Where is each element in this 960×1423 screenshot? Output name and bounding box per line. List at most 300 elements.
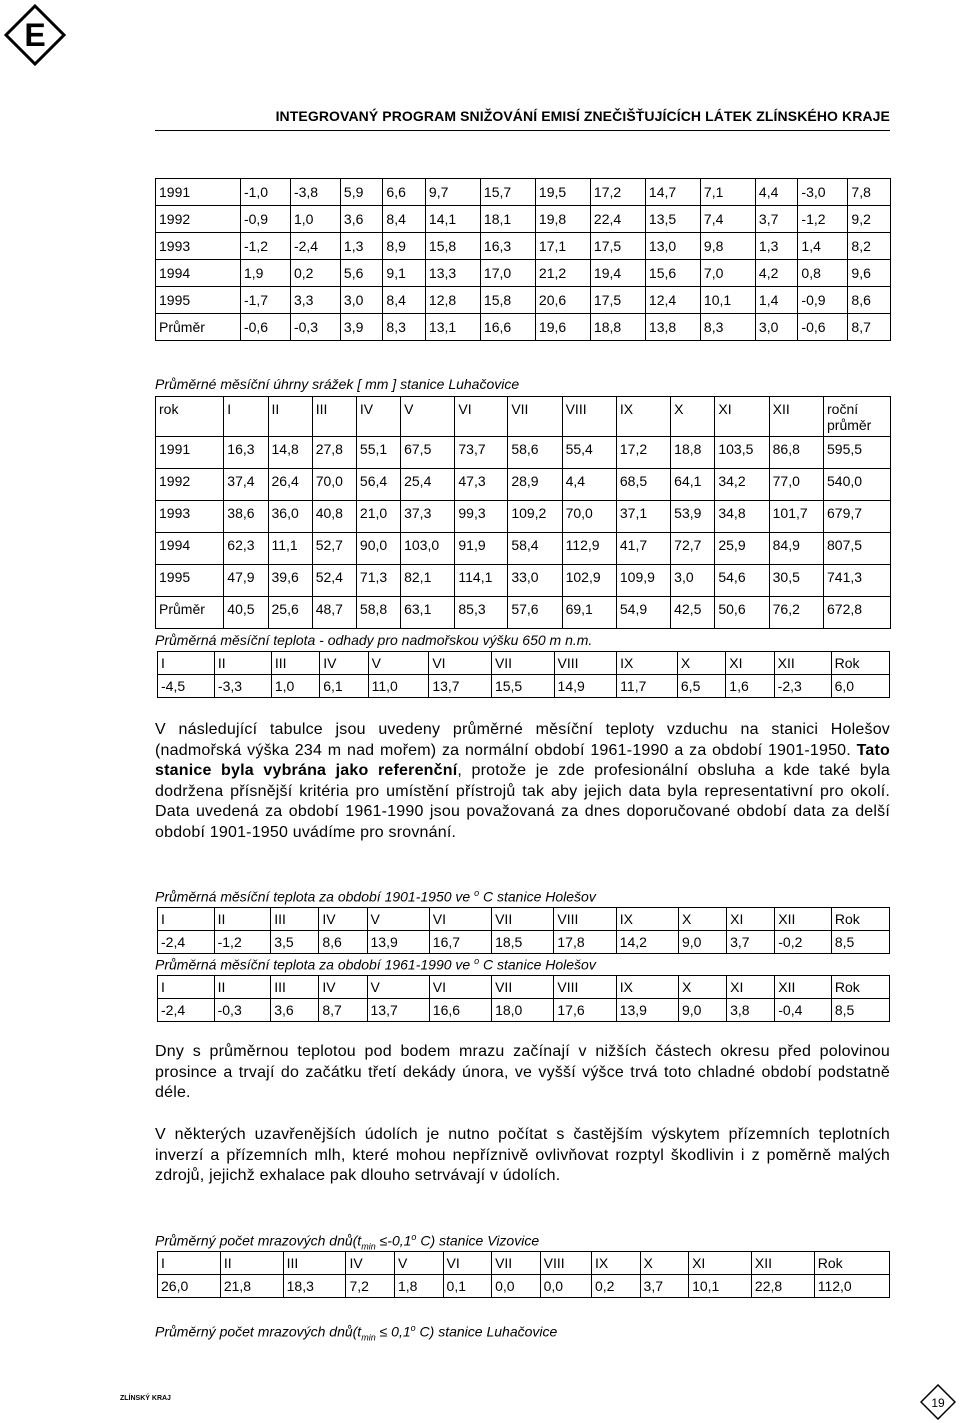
precipitation-table-cell: 16,3 xyxy=(224,437,268,469)
temperature-table-cell: 6,6 xyxy=(383,179,426,206)
precipitation-table-cell: 86,8 xyxy=(769,437,823,469)
precipitation-table-cell: 52,7 xyxy=(312,533,356,565)
precipitation-table-cell: I xyxy=(224,397,268,437)
precipitation-table-cell: 90,0 xyxy=(356,533,400,565)
precipitation-table-cell: 40,5 xyxy=(224,597,268,629)
temperature-table-cell: 1,3 xyxy=(340,233,383,260)
temperature-table-cell: 3,0 xyxy=(755,314,798,341)
precipitation-table-cell: 73,7 xyxy=(455,437,508,469)
precipitation-table-cell: VI xyxy=(455,397,508,437)
temperature-table-cell: 1994 xyxy=(156,260,241,287)
temperature-table-cell: -1,7 xyxy=(240,287,290,314)
temperature-table-cell: 5,6 xyxy=(340,260,383,287)
frost-vizovice-row xyxy=(158,1275,890,1298)
precipitation-table-cell: 91,9 xyxy=(455,533,508,565)
frost-vizovice-cell: VIII xyxy=(540,1252,591,1275)
precipitation-table-cell: XII xyxy=(769,397,823,437)
holesov-1901-cell: X xyxy=(678,908,726,931)
precipitation-table-cell: 114,1 xyxy=(455,565,508,597)
precipitation-table-row xyxy=(156,501,891,533)
estimate-650-cell: 6,5 xyxy=(677,675,725,698)
precipitation-table-cell: 30,5 xyxy=(769,565,823,597)
header-divider xyxy=(155,130,890,131)
temperature-table-cell: 22,4 xyxy=(590,206,645,233)
frost-vizovice-cell: IV xyxy=(346,1252,395,1275)
temperature-table-cell: 3,6 xyxy=(340,206,383,233)
holesov-1901-cell: VII xyxy=(492,908,554,931)
temperature-table-cell: 9,7 xyxy=(425,179,480,206)
precipitation-table-cell: 63,1 xyxy=(401,597,455,629)
holesov-1901-cell: 14,2 xyxy=(616,931,678,954)
precipitation-table-row xyxy=(156,397,891,437)
precipitation-table-cell: 103,0 xyxy=(401,533,455,565)
temperature-table-cell: 3,0 xyxy=(340,287,383,314)
holesov-1901-cell: III xyxy=(271,908,319,931)
precipitation-table-cell: 55,1 xyxy=(356,437,400,469)
holesov-1901-cell: 8,6 xyxy=(319,931,367,954)
temperature-table-row xyxy=(156,179,891,206)
holesov-1961-cell: 13,7 xyxy=(367,999,429,1022)
temperature-table-cell: 17,5 xyxy=(590,233,645,260)
temperature-table-cell: -1,2 xyxy=(798,206,848,233)
frost-vizovice-cell: 21,8 xyxy=(220,1275,283,1298)
precipitation-table-cell: XI xyxy=(715,397,769,437)
temperature-table-cell: -0,9 xyxy=(798,287,848,314)
temperature-table-cell: 5,9 xyxy=(340,179,383,206)
temperature-table-cell: 17,0 xyxy=(480,260,535,287)
temperature-table-cell: -3,0 xyxy=(798,179,848,206)
precipitation-table-cell: 69,1 xyxy=(562,597,616,629)
holesov-1961-cell: I xyxy=(158,976,215,999)
temperature-table-row xyxy=(156,287,891,314)
temperature-table-cell: 8,3 xyxy=(383,314,426,341)
holesov-1901-cell: -1,2 xyxy=(214,931,271,954)
page-number-badge xyxy=(920,1384,956,1420)
precipitation-table-cell: 103,5 xyxy=(715,437,769,469)
temperature-table-cell: 7,4 xyxy=(700,206,755,233)
precipitation-table-cell: II xyxy=(268,397,312,437)
temperature-table-cell: 4,2 xyxy=(755,260,798,287)
precipitation-table-cell: VIII xyxy=(562,397,616,437)
temperature-table-cell: Průměr xyxy=(156,314,241,341)
logo-e-icon xyxy=(4,4,66,66)
precipitation-table-cell: X xyxy=(671,397,715,437)
temperature-table-cell: 10,1 xyxy=(700,287,755,314)
estimate-650-cell: 11,7 xyxy=(617,675,678,698)
precipitation-table-cell: 54,9 xyxy=(616,597,670,629)
precipitation-table-cell: 1993 xyxy=(156,501,224,533)
estimate-650-table xyxy=(157,651,890,698)
temperature-table-cell: 1993 xyxy=(156,233,241,260)
holesov-1961-cell: III xyxy=(271,976,319,999)
estimate-650-cell: 14,9 xyxy=(554,675,617,698)
temperature-table-cell: 13,3 xyxy=(425,260,480,287)
holesov-1961-cell: 16,6 xyxy=(429,999,491,1022)
estimate-650-cell: 1,6 xyxy=(726,675,774,698)
frost-vizovice-cell: XI xyxy=(689,1252,752,1275)
temperature-table-cell: 12,8 xyxy=(425,287,480,314)
precipitation-table-cell: 62,3 xyxy=(224,533,268,565)
temperature-table-cell: 9,6 xyxy=(848,260,891,287)
precipitation-table-cell: IX xyxy=(616,397,670,437)
temperature-table-cell: 8,3 xyxy=(700,314,755,341)
holesov-1901-cell: VI xyxy=(429,908,491,931)
holesov-1961-caption: Průměrná měsíční teplota za období 1961-1990 ve $^o$ C stanice Holešov xyxy=(155,956,596,973)
precipitation-table-cell: 109,9 xyxy=(616,565,670,597)
temperature-table-row xyxy=(156,260,891,287)
frost-vizovice-cell: 112,0 xyxy=(814,1275,889,1298)
precipitation-table-cell: 70,0 xyxy=(312,469,356,501)
frost-vizovice-cell: 1,8 xyxy=(394,1275,443,1298)
holesov-1901-caption: Průměrná měsíční teplota za období 1901-1950 ve $^o$ C stanice Holešov xyxy=(155,888,596,905)
holesov-1901-cell: IV xyxy=(319,908,367,931)
estimate-650-cell: VII xyxy=(491,652,554,675)
precipitation-table-cell: 58,8 xyxy=(356,597,400,629)
frost-vizovice-cell: 0,2 xyxy=(592,1275,641,1298)
holesov-1961-cell: XII xyxy=(775,976,832,999)
frost-vizovice-cell: 22,8 xyxy=(751,1275,814,1298)
frost-vizovice-cell: I xyxy=(158,1252,221,1275)
temperature-table-cell: 1,3 xyxy=(755,233,798,260)
precipitation-table-cell: 38,6 xyxy=(224,501,268,533)
precipitation-table-cell: 99,3 xyxy=(455,501,508,533)
temperature-table-cell: -0,9 xyxy=(240,206,290,233)
estimate-650-cell: I xyxy=(158,652,215,675)
temperature-table-cell: -1,0 xyxy=(240,179,290,206)
precipitation-table-cell: 4,4 xyxy=(562,469,616,501)
precipitation-table-row xyxy=(156,469,891,501)
frost-vizovice-cell: III xyxy=(283,1252,346,1275)
estimate-650-cell: Rok xyxy=(831,652,889,675)
precipitation-table-cell: 67,5 xyxy=(401,437,455,469)
precipitation-table-cell: 52,4 xyxy=(312,565,356,597)
holesov-1961-cell: -0,4 xyxy=(775,999,832,1022)
frost-vizovice-cell: V xyxy=(394,1252,443,1275)
precipitation-table-cell: 3,0 xyxy=(671,565,715,597)
precipitation-table-cell: V xyxy=(401,397,455,437)
frost-vizovice-row xyxy=(158,1252,890,1275)
estimate-650-cell: 1,0 xyxy=(271,675,319,698)
holesov-1961-row xyxy=(158,999,890,1022)
precipitation-table-cell: 11,1 xyxy=(268,533,312,565)
precipitation-table-cell: 34,8 xyxy=(715,501,769,533)
temperature-table-cell: 3,3 xyxy=(290,287,340,314)
holesov-1961-cell: -2,4 xyxy=(158,999,215,1022)
temperature-table-cell: 4,4 xyxy=(755,179,798,206)
footer-region: ZLÍNSKÝ KRAJ xyxy=(120,1395,171,1402)
temperature-table-cell: 19,5 xyxy=(535,179,590,206)
holesov-1961-cell: V xyxy=(367,976,429,999)
temperature-table-cell: 13,8 xyxy=(645,314,700,341)
estimate-650-cell: XI xyxy=(726,652,774,675)
estimate-650-cell: IV xyxy=(320,652,368,675)
frost-vizovice-cell: II xyxy=(220,1252,283,1275)
precipitation-table-row xyxy=(156,533,891,565)
holesov-1961-cell: II xyxy=(214,976,271,999)
temperature-table-cell: 15,8 xyxy=(425,233,480,260)
precipitation-table-cell: 540,0 xyxy=(824,469,891,501)
precipitation-table-cell: 112,9 xyxy=(562,533,616,565)
estimate-650-row xyxy=(158,675,890,698)
frost-luhacovice-caption: Průměrný počet mrazových $dnů(t_{min} \le 0,1^o$ C) stanice Luhačovice xyxy=(155,1323,558,1343)
precipitation-table-cell: 21,0 xyxy=(356,501,400,533)
temperature-table-cell: 16,3 xyxy=(480,233,535,260)
precipitation-table-cell: 76,2 xyxy=(769,597,823,629)
temperature-table-cell: 18,1 xyxy=(480,206,535,233)
precipitation-table-cell: 741,3 xyxy=(824,565,891,597)
temperature-table-cell: 9,8 xyxy=(700,233,755,260)
precipitation-table-cell: roční průměr xyxy=(824,397,891,437)
precipitation-table-cell: 85,3 xyxy=(455,597,508,629)
precipitation-table-cell: 36,0 xyxy=(268,501,312,533)
precipitation-table-cell: 25,6 xyxy=(268,597,312,629)
precipitation-table-cell: 27,8 xyxy=(312,437,356,469)
precipitation-table-cell: 53,9 xyxy=(671,501,715,533)
temperature-table-cell: 8,9 xyxy=(383,233,426,260)
estimate-650-cell: -3,3 xyxy=(214,675,271,698)
precipitation-table-cell: 37,1 xyxy=(616,501,670,533)
precipitation-table-cell: 57,6 xyxy=(508,597,562,629)
temperature-table-cell: 7,8 xyxy=(848,179,891,206)
temperature-table-cell: 1,4 xyxy=(755,287,798,314)
estimate-650-cell: 15,5 xyxy=(491,675,554,698)
holesov-1961-cell: 8,7 xyxy=(319,999,367,1022)
temperature-table-cell: 0,8 xyxy=(798,260,848,287)
precipitation-table-cell: 37,4 xyxy=(224,469,268,501)
temperature-table-cell: 3,7 xyxy=(755,206,798,233)
holesov-1901-cell: II xyxy=(214,908,271,931)
temperature-table-cell: -0,6 xyxy=(240,314,290,341)
holesov-1961-cell: IX xyxy=(616,976,678,999)
precipitation-table-cell: 17,2 xyxy=(616,437,670,469)
precipitation-table-cell: 1995 xyxy=(156,565,224,597)
estimate-650-cell: III xyxy=(271,652,319,675)
temperature-table-cell: 1,9 xyxy=(240,260,290,287)
holesov-1901-cell: 18,5 xyxy=(492,931,554,954)
temperature-table-row xyxy=(156,314,891,341)
temperature-table xyxy=(155,178,891,341)
precipitation-table-cell: III xyxy=(312,397,356,437)
holesov-1901-cell: -2,4 xyxy=(158,931,215,954)
frost-vizovice-cell: 10,1 xyxy=(689,1275,752,1298)
frost-vizovice-cell: Rok xyxy=(814,1252,889,1275)
holesov-1901-cell: XI xyxy=(727,908,775,931)
holesov-1961-cell: 3,8 xyxy=(727,999,775,1022)
precipitation-table-cell: rok xyxy=(156,397,224,437)
frost-vizovice-cell: 26,0 xyxy=(158,1275,221,1298)
precipitation-table-cell: IV xyxy=(356,397,400,437)
precipitation-table-cell: 42,5 xyxy=(671,597,715,629)
page-header-title: INTEGROVANÝ PROGRAM SNIŽOVÁNÍ EMISÍ ZNEČIŠŤUJÍCÍCH LÁTEK ZLÍNSKÉHO KRAJE xyxy=(275,108,890,124)
temperature-table-cell: 1992 xyxy=(156,206,241,233)
holesov-1901-table xyxy=(157,907,890,954)
holesov-1901-cell: 3,5 xyxy=(271,931,319,954)
temperature-table-cell: 14,1 xyxy=(425,206,480,233)
precipitation-table-cell: 70,0 xyxy=(562,501,616,533)
precipitation-table-cell: 25,4 xyxy=(401,469,455,501)
frost-vizovice-cell: 7,2 xyxy=(346,1275,395,1298)
temperature-table-cell: 8,4 xyxy=(383,206,426,233)
temperature-table-cell: 9,2 xyxy=(848,206,891,233)
precipitation-table-cell: 82,1 xyxy=(401,565,455,597)
temperature-table-cell: 13,0 xyxy=(645,233,700,260)
precipitation-table-cell: 68,5 xyxy=(616,469,670,501)
temperature-table-cell: -1,2 xyxy=(240,233,290,260)
holesov-1961-cell: X xyxy=(678,976,726,999)
holesov-1961-cell: Rok xyxy=(831,976,889,999)
holesov-1901-cell: 17,8 xyxy=(554,931,616,954)
frost-vizovice-table xyxy=(157,1251,890,1298)
temperature-table-cell: 0,2 xyxy=(290,260,340,287)
temperature-table-cell: 12,4 xyxy=(645,287,700,314)
holesov-1901-cell: 3,7 xyxy=(727,931,775,954)
precipitation-table-cell: 48,7 xyxy=(312,597,356,629)
temperature-table-cell: 15,7 xyxy=(480,179,535,206)
holesov-1961-cell: 13,9 xyxy=(616,999,678,1022)
page-number: 19 xyxy=(931,1396,945,1410)
estimate-650-cell: V xyxy=(368,652,429,675)
reference-station-emphasis: Tato stanice byla vybrána jako referenční xyxy=(155,741,890,779)
precipitation-table-cell: 102,9 xyxy=(562,565,616,597)
precipitation-table-cell: 109,2 xyxy=(508,501,562,533)
frost-vizovice-cell: VI xyxy=(443,1252,492,1275)
estimate-650-cell: -2,3 xyxy=(774,675,831,698)
precipitation-table-cell: 54,6 xyxy=(715,565,769,597)
estimate-650-cell: X xyxy=(677,652,725,675)
temperature-table-cell: 19,6 xyxy=(535,314,590,341)
temperature-table-cell: 1991 xyxy=(156,179,241,206)
estimate-650-cell: 13,7 xyxy=(429,675,492,698)
precipitation-table-cell: 14,8 xyxy=(268,437,312,469)
holesov-1961-cell: 3,6 xyxy=(271,999,319,1022)
precipitation-table-cell: 47,9 xyxy=(224,565,268,597)
precipitation-table-cell: 41,7 xyxy=(616,533,670,565)
frost-vizovice-cell: IX xyxy=(592,1252,641,1275)
holesov-1961-cell: 8,5 xyxy=(831,999,889,1022)
temperature-table-cell: -0,6 xyxy=(798,314,848,341)
holesov-1961-row xyxy=(158,976,890,999)
temperature-table-cell: 13,5 xyxy=(645,206,700,233)
precipitation-table-cell: 25,9 xyxy=(715,533,769,565)
temperature-table-cell: 15,6 xyxy=(645,260,700,287)
holesov-1901-cell: XII xyxy=(775,908,832,931)
temperature-table-cell: 3,9 xyxy=(340,314,383,341)
temperature-table-cell: 16,6 xyxy=(480,314,535,341)
estimate-650-cell: 6,1 xyxy=(320,675,368,698)
frost-vizovice-cell: X xyxy=(640,1252,689,1275)
temperature-table-cell: 18,8 xyxy=(590,314,645,341)
temperature-table-row xyxy=(156,206,891,233)
estimate-650-cell: 11,0 xyxy=(368,675,429,698)
paragraph-holesov-intro: V následující tabulce jsou uvedeny průměrné měsíční teploty vzduchu na stanici Holešov (nadmořská výška 234 m nad mořem) za normální období 1961-1990 a za období 1901-1950. Tato stanice byla vybrána jako referenční, protože je zde profesionální obsluha a kde také byla dodržena přísnější kritéria pro umístění přístrojů tak aby jejich data byla representativní pro okolí. Data uvedená za období 1961-1990 jsou považovaná za dnes doporučované období data za delší období 1901-1950 uvádíme pro srovnání. xyxy=(155,721,890,841)
precipitation-table-cell: 58,6 xyxy=(508,437,562,469)
frost-vizovice-cell: 0,0 xyxy=(540,1275,591,1298)
holesov-1901-cell: 8,5 xyxy=(831,931,889,954)
temperature-table-cell: 17,2 xyxy=(590,179,645,206)
precipitation-table-row xyxy=(156,437,891,469)
temperature-table-cell: 1,0 xyxy=(290,206,340,233)
precipitation-table-cell: 1994 xyxy=(156,533,224,565)
precipitation-table-cell: 40,8 xyxy=(312,501,356,533)
estimate-650-cell: II xyxy=(214,652,271,675)
estimate-650-cell: -4,5 xyxy=(158,675,215,698)
holesov-1901-cell: 9,0 xyxy=(678,931,726,954)
paragraph-frost-days: Dny s průměrnou teplotou pod bodem mrazu začínají v nižších částech okresu před polovinou prosince a trvají do začátku třetí dekády února, ve vyšší výšce trvá toto chladné období podstatně déle. xyxy=(155,1043,890,1101)
temperature-table-cell: 21,2 xyxy=(535,260,590,287)
precipitation-table-cell: 77,0 xyxy=(769,469,823,501)
precipitation-table-cell: 84,9 xyxy=(769,533,823,565)
temperature-table-cell: 15,8 xyxy=(480,287,535,314)
precipitation-table-cell: 34,2 xyxy=(715,469,769,501)
precipitation-table-cell: 58,4 xyxy=(508,533,562,565)
holesov-1961-cell: VI xyxy=(429,976,491,999)
temperature-table-cell: 7,1 xyxy=(700,179,755,206)
frost-vizovice-cell: 18,3 xyxy=(283,1275,346,1298)
holesov-1961-cell: 18,0 xyxy=(492,999,554,1022)
precipitation-table-cell: 64,1 xyxy=(671,469,715,501)
estimate-650-cell: VI xyxy=(429,652,492,675)
holesov-1961-cell: VIII xyxy=(554,976,616,999)
estimate-650-cell: XII xyxy=(774,652,831,675)
temperature-table-cell: -2,4 xyxy=(290,233,340,260)
precipitation-table-cell: 39,6 xyxy=(268,565,312,597)
logo-letter: E xyxy=(24,17,46,53)
estimate-650-caption: Průměrná měsíční teplota - odhady pro nadmořskou výšku 650 m n.m. xyxy=(155,632,593,648)
precipitation-table-cell: 28,9 xyxy=(508,469,562,501)
precipitation-table-cell: 71,3 xyxy=(356,565,400,597)
holesov-1901-cell: Rok xyxy=(831,908,889,931)
holesov-1961-cell: VII xyxy=(492,976,554,999)
frost-vizovice-cell: 3,7 xyxy=(640,1275,689,1298)
precipitation-table-row xyxy=(156,565,891,597)
frost-vizovice-cell: VII xyxy=(492,1252,541,1275)
holesov-1901-cell: 16,7 xyxy=(429,931,491,954)
precipitation-table-cell: Průměr xyxy=(156,597,224,629)
temperature-table-cell: 8,2 xyxy=(848,233,891,260)
holesov-1901-cell: IX xyxy=(616,908,678,931)
temperature-table-cell: -0,3 xyxy=(290,314,340,341)
temperature-table-cell: 19,8 xyxy=(535,206,590,233)
precipitation-table-cell: 55,4 xyxy=(562,437,616,469)
precipitation-table-cell: 33,0 xyxy=(508,565,562,597)
precipitation-table-cell: 37,3 xyxy=(401,501,455,533)
precipitation-table-cell: 672,8 xyxy=(824,597,891,629)
holesov-1961-cell: XI xyxy=(727,976,775,999)
holesov-1961-cell: 9,0 xyxy=(678,999,726,1022)
holesov-1961-cell: IV xyxy=(319,976,367,999)
precipitation-table-cell: 50,6 xyxy=(715,597,769,629)
frost-vizovice-caption: Průměrný počet mrazových $dnů(t_{min} \le-0,1^o$ C) stanice Vizovice xyxy=(155,1232,540,1252)
temperature-table-cell: 7,0 xyxy=(700,260,755,287)
temperature-table-cell: 1,4 xyxy=(798,233,848,260)
temperature-table-cell: 20,6 xyxy=(535,287,590,314)
temperature-table-cell: 13,1 xyxy=(425,314,480,341)
temperature-table-cell: 8,6 xyxy=(848,287,891,314)
precipitation-table-cell: VII xyxy=(508,397,562,437)
temperature-table-cell: -3,8 xyxy=(290,179,340,206)
temperature-table-cell: 8,4 xyxy=(383,287,426,314)
temperature-table-cell: 14,7 xyxy=(645,179,700,206)
temperature-table-row xyxy=(156,233,891,260)
holesov-1901-cell: I xyxy=(158,908,215,931)
holesov-1901-cell: -0,2 xyxy=(775,931,832,954)
precipitation-table-cell: 56,4 xyxy=(356,469,400,501)
precipitation-table-cell: 807,5 xyxy=(824,533,891,565)
paragraph-inversions: V některých uzavřenějších údolích je nutno počítat s častějším výskytem přízemních teplotních inverzí a přízemních mlh, které mohou nepříznivě ovlivňovat rozptyl škodlivin i z poměrně malých zdrojů, jejichž exhalace pak dlouho setrvávají v údolích. xyxy=(155,1126,890,1184)
precipitation-table-cell: 18,8 xyxy=(671,437,715,469)
temperature-table-cell: 17,5 xyxy=(590,287,645,314)
holesov-1961-cell: -0,3 xyxy=(214,999,271,1022)
